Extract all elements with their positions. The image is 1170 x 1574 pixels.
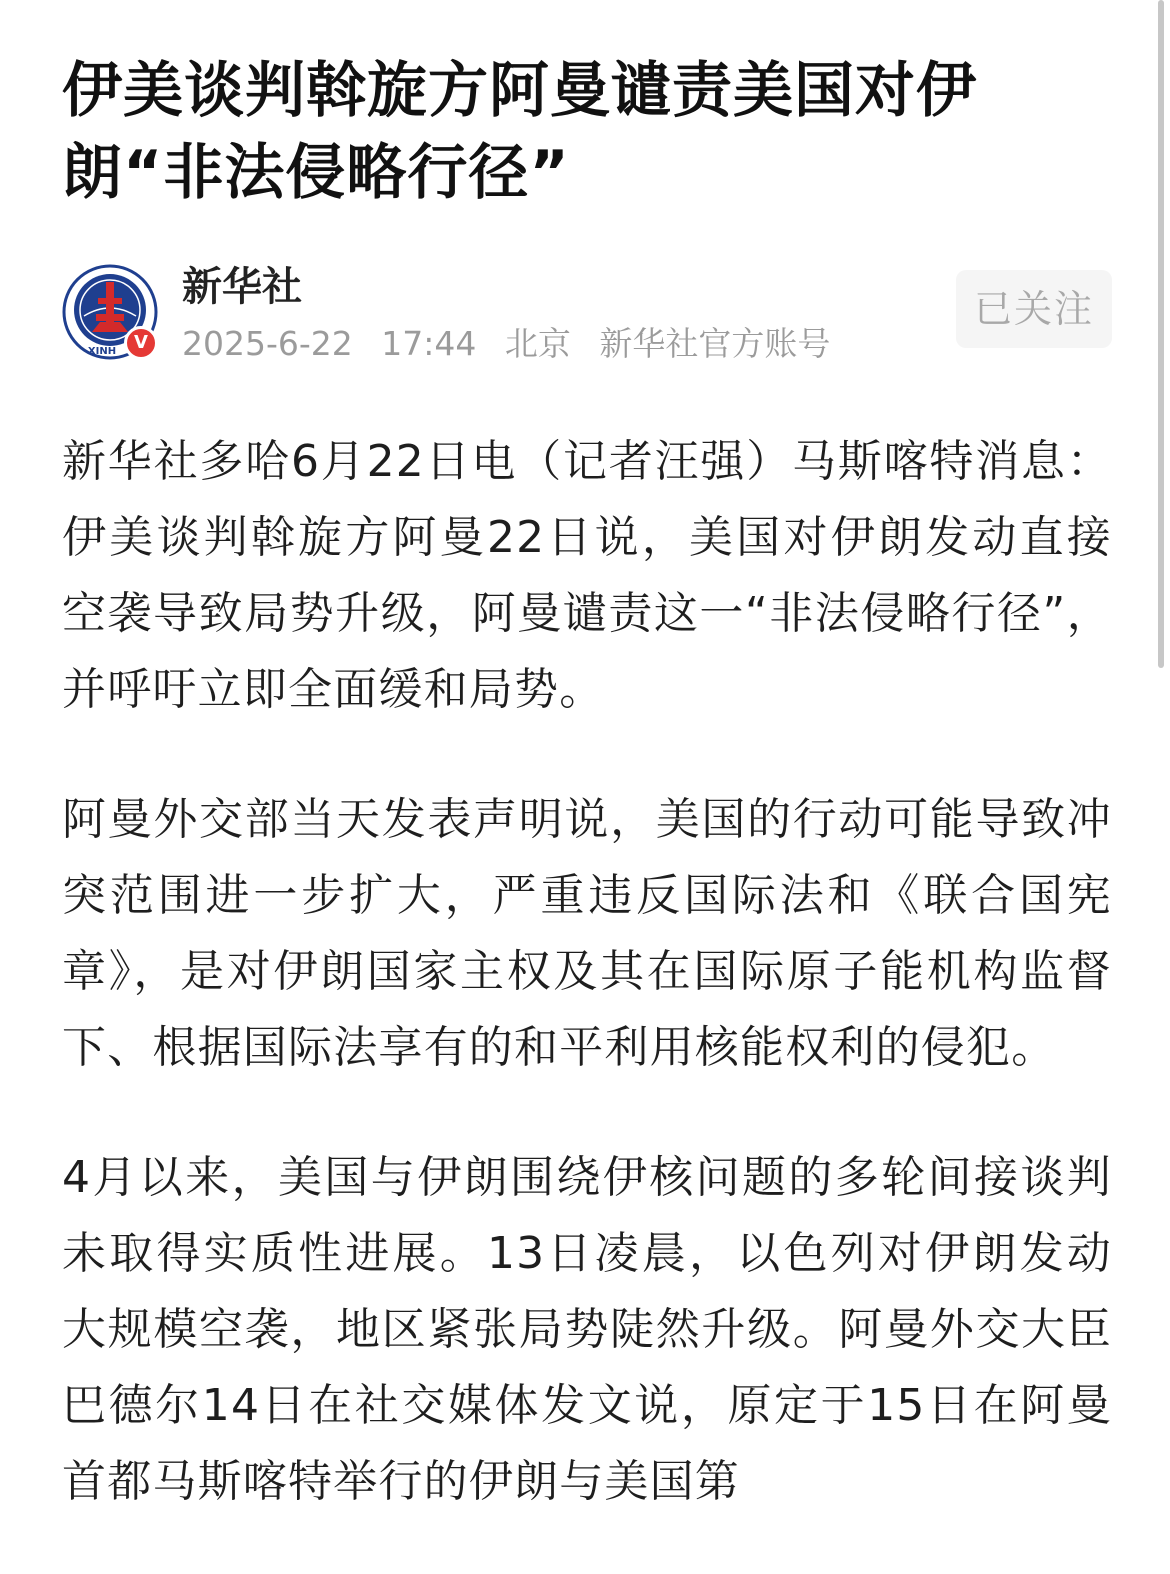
article-title: 伊美谈判斡旋方阿曼谴责美国对伊朗“非法侵略行径” — [62, 56, 977, 208]
scrollbar[interactable] — [1158, 0, 1164, 668]
author-avatar[interactable] — [62, 264, 158, 360]
publish-location: 北京 — [504, 324, 571, 363]
author-name[interactable]: 新华社 — [182, 264, 302, 310]
verified-badge-icon: V — [124, 326, 158, 360]
publish-date: 2025-6-22 — [182, 324, 353, 363]
author-row — [62, 264, 1112, 384]
account-type: 新华社官方账号 — [599, 324, 831, 363]
article — [62, 0, 1112, 1574]
paragraph: 4月以来，美国与伊朗围绕伊核问题的多轮间接谈判未取得实质性进展。13日凌晨，以色列对伊朗发动大规模空袭，地区紧张局势陡然升级。阿曼外交大臣巴德尔14日在社交媒体发文说，原定于15日在阿曼首都马斯喀特举行的伊朗与美国第 — [62, 1152, 1112, 1507]
article-meta — [182, 324, 848, 364]
follow-button[interactable]: 已关注 — [956, 270, 1112, 348]
logo-lettering: XINH — [87, 346, 117, 357]
article-body — [62, 424, 1112, 1520]
paragraph: 阿曼外交部当天发表声明说，美国的行动可能导致冲突范围进一步扩大，严重违反国际法和《联合国宪章》，是对伊朗国家主权及其在国际原子能机构监督下、根据国际法享有的和平利用核能权利的侵犯。 — [62, 794, 1112, 1073]
paragraph: 新华社多哈6月22日电（记者汪强）马斯喀特消息：伊美谈判斡旋方阿曼22日说，美国对伊朗发动直接空袭导致局势升级，阿曼谴责这一“非法侵略行径”，并呼吁立即全面缓和局势。 — [62, 436, 1112, 715]
publish-time: 17:44 — [381, 324, 477, 363]
